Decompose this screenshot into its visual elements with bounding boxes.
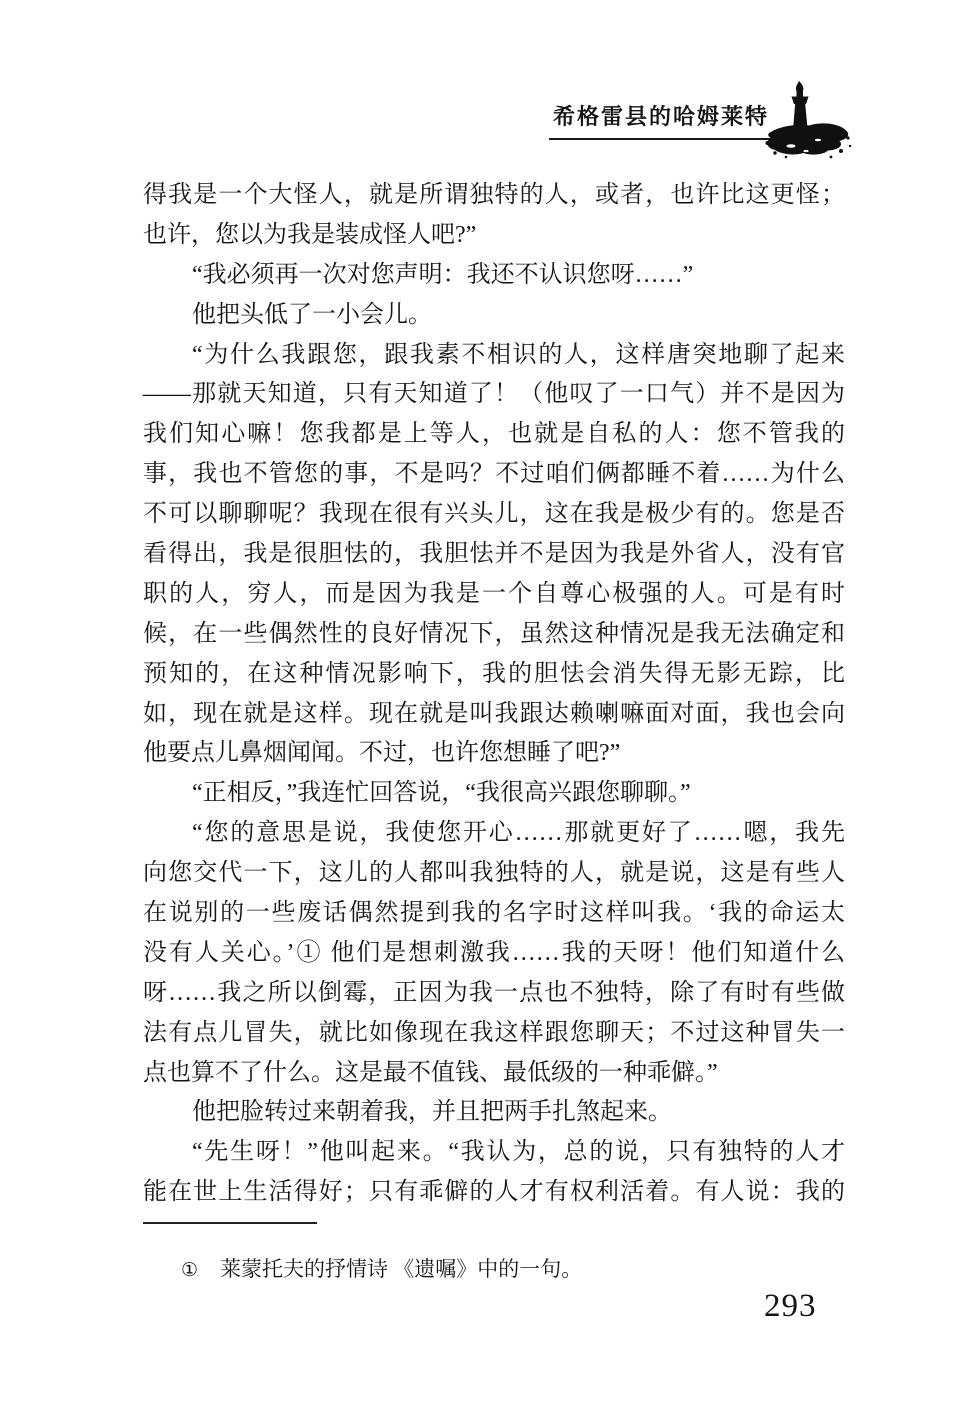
text-line: “为什么我跟您，跟我素不相识的人，这样唐突地聊了起来 (192, 341, 845, 368)
text-line: 事，我也不管您的事，不是吗？不过咱们俩都睡不着……为什么 (143, 461, 845, 488)
text-line: 他把头低了一小会儿。 (192, 301, 432, 328)
text-line: 候，在一些偶然性的良好情况下，虽然这种情况是我无法确定和 (143, 620, 845, 647)
footnote-marker: ① (181, 1260, 199, 1281)
text-line: “您的意思是说，我使您开心……那就更好了……嗯，我先 (192, 820, 845, 847)
text-line: 能在世上生活得好；只有乖僻的人才有权利活着。有人说：我的 (143, 1179, 845, 1206)
page-number: 293 (764, 1288, 817, 1324)
text-line: 没有人关心。’① 他们是想刺激我……我的天呀！他们知道什么 (143, 939, 845, 966)
footnote-text: 莱蒙托夫的抒情诗 《遗嘱》中的一句。 (220, 1257, 583, 1281)
text-line: 他要点儿鼻烟闻闻。不过，也许您想睡了吧?” (143, 740, 621, 767)
text-line: 向您交代一下，这儿的人都叫我独特的人，就是说，这是有些人 (143, 860, 845, 887)
text-line: ——那就天知道，只有天知道了！（他叹了一口气）并不是因为 (143, 381, 845, 408)
running-title: 希格雷县的哈姆莱特 (549, 100, 775, 140)
text-line: “正相反，”我连忙回答说，“我很高兴跟您聊聊。” (192, 780, 691, 807)
text-line: 呀……我之所以倒霉，正因为我一点也不独特，除了有时有些做 (143, 979, 845, 1006)
text-line: 在说别的一些废话偶然提到我的名字时这样叫我。‘我的命运太 (143, 900, 845, 927)
text-line: 预知的，在这种情况影响下，我的胆怯会消失得无影无踪，比 (143, 660, 845, 687)
text-line: 不可以聊聊呢？我现在很有兴头儿，这在我是极少有的。您是否 (143, 501, 845, 528)
text-line: 点也算不了什么。这是最不值钱、最低级的一种乖僻。” (143, 1059, 718, 1086)
text-line: 得我是一个大怪人，就是所谓独特的人，或者，也许比这更怪； (143, 182, 845, 208)
footnote (181, 1253, 582, 1283)
body-text (143, 176, 845, 1213)
text-line: 法有点儿冒失，就比如像现在我这样跟您聊天；不过这种冒失一 (143, 1019, 845, 1046)
text-line: “先生呀！”他叫起来。“我认为，总的说，只有独特的人才 (192, 1139, 845, 1166)
text-line: 如，现在就是这样。现在就是叫我跟达赖喇嘛面对面，我也会向 (143, 700, 845, 727)
text-line: 也许，您以为我是装成怪人吧?” (143, 221, 477, 248)
text-line: 我们知心嘛！您我都是上等人，也就是自私的人：您不管我的 (143, 421, 845, 448)
text-line: 他把脸转过来朝着我，并且把两手扎煞起来。 (192, 1099, 672, 1126)
text-line: 看得出，我是很胆怯的，我胆怯并不是因为我是外省人，没有官 (143, 541, 845, 568)
text-line: 职的人，穷人，而是因为我是一个自尊心极强的人。可是有时 (143, 580, 845, 607)
text-line: “我必须再一次对您声明：我还不认识您呀……” (192, 261, 694, 288)
footnote-rule (143, 1222, 317, 1224)
candle-ink-stamp-icon (762, 80, 854, 162)
